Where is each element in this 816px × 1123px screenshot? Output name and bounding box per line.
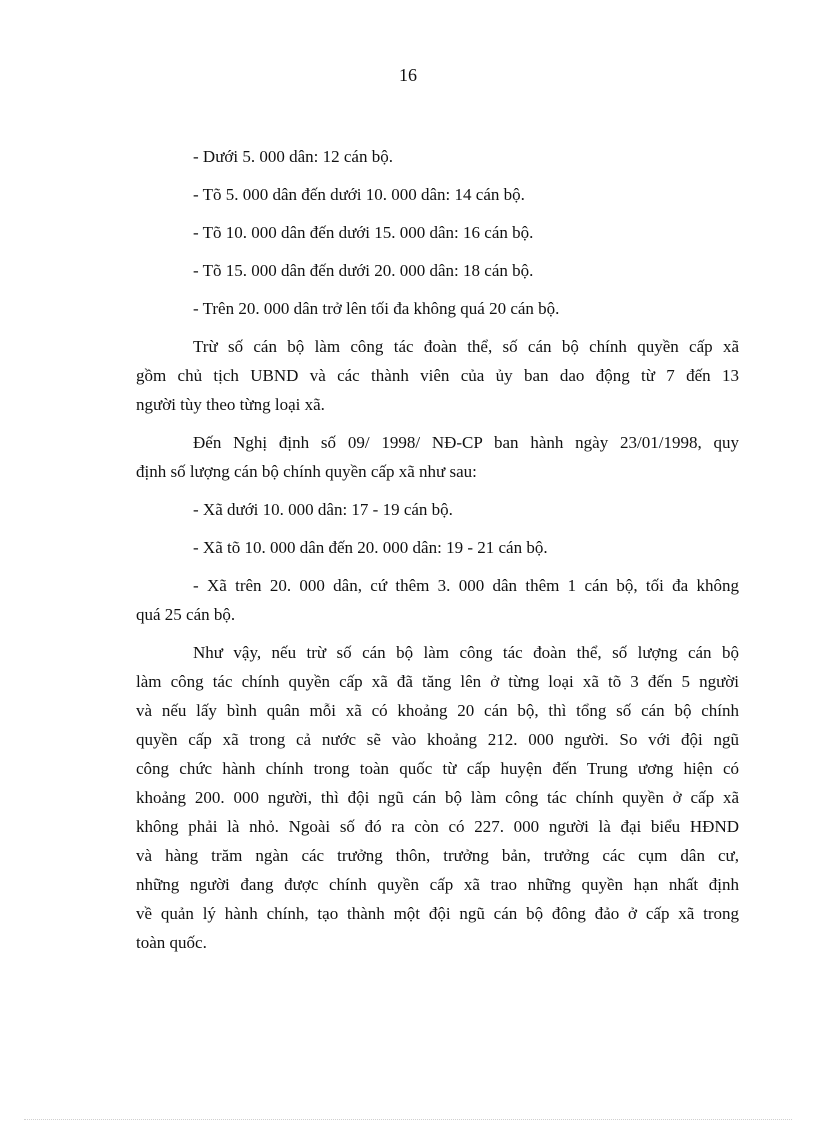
bullet-line: - Xã tõ 10. 000 dân đến 20. 000 dân: 19 - 21 cán bộ. xyxy=(193,538,548,557)
paragraph-line: và hàng trăm ngàn các trưởng thôn, trưởng bản, trưởng các cụm dân cư, xyxy=(136,846,739,865)
bullet-line: - Xã dưới 10. 000 dân: 17 - 19 cán bộ. xyxy=(193,500,453,519)
paragraph-line: Như vậy, nếu trừ số cán bộ làm công tác đoàn thể, số lượng cán bộ xyxy=(193,643,739,662)
paragraph-line: làm công tác chính quyền cấp xã đã tăng lên ở từng loại xã tõ 3 đến 5 người xyxy=(136,672,739,691)
paragraph-line: về quản lý hành chính, tạo thành một đội ngũ cán bộ đông đảo ở cấp xã trong xyxy=(136,904,739,923)
page-body xyxy=(136,142,739,957)
paragraph-line: Đến Nghị định số 09/ 1998/ NĐ-CP ban hành ngày 23/01/1998, quy xyxy=(193,433,739,452)
paragraph-line: không phải là nhỏ. Ngoài số đó ra còn có 227. 000 người là đại biểu HĐND xyxy=(136,817,739,836)
bullet-line: - Trên 20. 000 dân trở lên tối đa không quá 20 cán bộ. xyxy=(193,299,560,318)
paragraph-line: định số lượng cán bộ chính quyền cấp xã như sau: xyxy=(136,462,477,481)
paragraph-line: những người đang được chính quyền cấp xã trao những quyền hạn nhất định xyxy=(136,875,739,894)
paragraph-line: gồm chủ tịch UBND và các thành viên của ủy ban dao động từ 7 đến 13 xyxy=(136,366,739,385)
page-number: 16 xyxy=(399,65,417,85)
paragraph-line: Trừ số cán bộ làm công tác đoàn thể, số cán bộ chính quyền cấp xã xyxy=(193,337,739,356)
paragraph-line: quyền cấp xã trong cả nước sẽ vào khoảng 212. 000 người. So với đội ngũ xyxy=(136,730,739,749)
page-bottom-divider xyxy=(24,1119,792,1120)
bullet-line: - Tõ 10. 000 dân đến dưới 15. 000 dân: 16 cán bộ. xyxy=(193,223,534,242)
paragraph-line: người tùy theo từng loại xã. xyxy=(136,395,325,414)
paragraph-line: công chức hành chính trong toàn quốc từ cấp huyện đến Trung ương hiện có xyxy=(136,759,739,778)
paragraph-line: khoảng 200. 000 người, thì đội ngũ cán bộ làm công tác chính quyền ở cấp xã xyxy=(136,788,739,807)
bullet-line: - Dưới 5. 000 dân: 12 cán bộ. xyxy=(193,147,393,166)
paragraph-line: và nếu lấy bình quân mỗi xã có khoảng 20 cán bộ, thì tổng số cán bộ chính xyxy=(136,701,739,720)
bullet-line: quá 25 cán bộ. xyxy=(136,605,236,624)
bullet-line: - Xã trên 20. 000 dân, cứ thêm 3. 000 dân thêm 1 cán bộ, tối đa không xyxy=(193,576,739,595)
bullet-line: - Tõ 5. 000 dân đến dưới 10. 000 dân: 14 cán bộ. xyxy=(193,185,525,204)
bullet-line: - Tõ 15. 000 dân đến dưới 20. 000 dân: 18 cán bộ. xyxy=(193,261,534,280)
paragraph-line: toàn quốc. xyxy=(136,933,207,952)
